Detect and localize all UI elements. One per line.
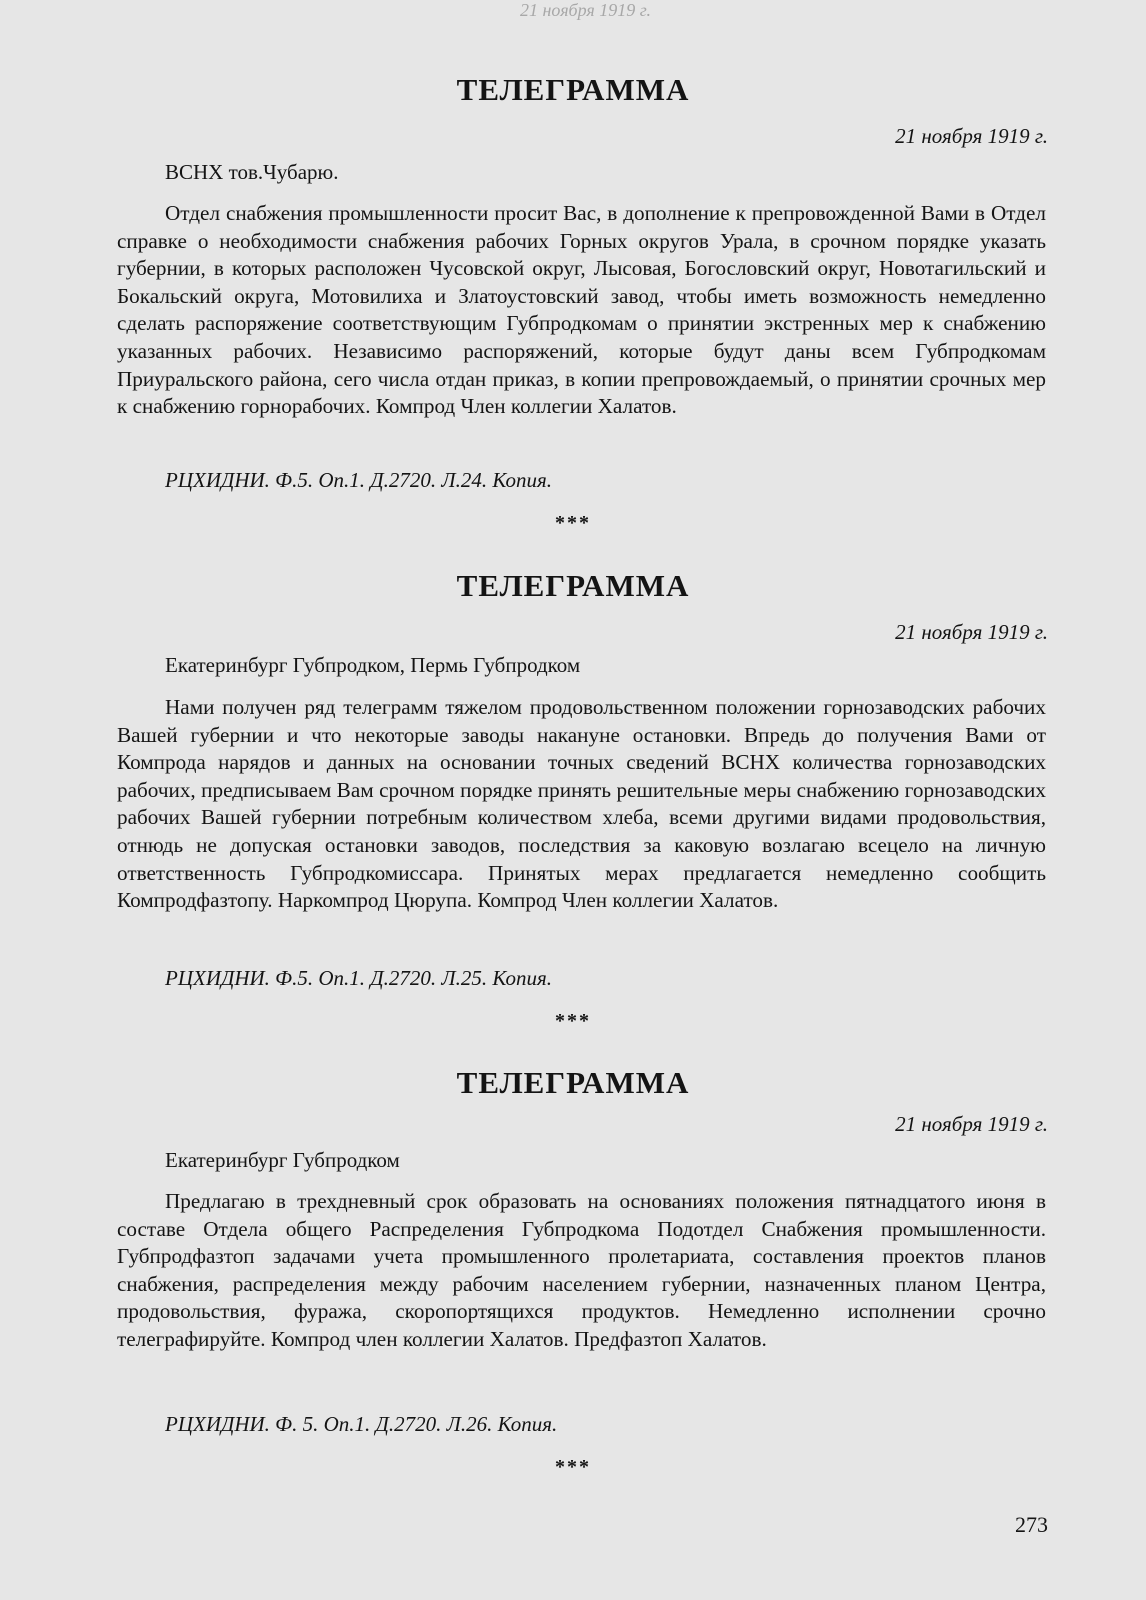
telegram-3-separator: *** [555,1456,591,1478]
telegram-2-source: РЦХИДНИ. Ф.5. Оп.1. Д.2720. Л.25. Копия. [165,966,552,990]
bleed-through-header: 21 ноября 1919 г. [520,0,652,20]
telegram-1-source: РЦХИДНИ. Ф.5. Оп.1. Д.2720. Л.24. Копия. [165,468,552,492]
telegram-1-title: ТЕЛЕГРАММА [456,72,690,107]
telegram-3-source: РЦХИДНИ. Ф. 5. Оп.1. Д.2720. Л.26. Копия. [165,1412,558,1436]
telegram-2-body: Нами получен ряд телеграмм тяжелом продовольственном положении горнозаводских рабочих Вашей губернии и что некоторые заводы накануне остановки. Впредь до получения Вами от Компрода нарядов и данных на основании точных сведений ВСНХ количества горнозаводских рабочих, предписываем Вам срочном порядке принять решительные меры снабжению горнозаводских рабочих Вашей губернии потребным количеством хлеба, всеми другими видами продовольствия, отнюдь не допуская остановки заводов, последствия за каковую возлагаю всецело на личную ответственность Губпродкомиссара. Принятых мерах предлагается немедленно сообщить Компродфазтопу. Наркомпрод Цюрупа. Компрод Член коллегии Халатов. [117,695,1046,913]
telegram-1-date: 21 ноября 1919 г. [895,124,1048,148]
page-number: 273 [1015,1512,1048,1537]
telegram-3-addressee: Екатеринбург Губпродком [165,1148,400,1172]
telegram-1-body: Отдел снабжения промышленности просит Вас, в дополнение к препровожденной Вами в Отдел справке о необходимости снабжения рабочих Горных округов Урала, в срочном порядке указать губернии, в которых расположен Чусовской округ, Лысовая, Богословский округ, Новотагильский и Бокальский округа, Мотовилиха и Златоустовский завод, чтобы иметь возможность немедленно сделать распоряжение соответствующим Губпродкомам о принятии экстренных мер к снабжению указанных рабочих. Независимо распоряжений, которые будут даны всем Губпродкомам Приуральского района, сего числа отдан приказ, в копии препровождаемый, о принятии срочных мер к снабжению горнорабочих. Компрод Член коллегии Халатов. [117,201,1046,419]
telegram-3-title: ТЕЛЕГРАММА [456,1065,690,1100]
telegram-2-title: ТЕЛЕГРАММА [456,568,690,603]
telegram-3-body: Предлагаю в трехдневный срок образовать на основаниях положения пятнадцатого июня в составе Отдела общего Распределения Губпродкома Подотдел Снабжения промышленности. Губпродфазтоп задачами учета промышленного пролетариата, составления проектов планов снабжения, распределения между рабочим населением губернии, назначенных планом Центра, продовольствия, фуража, скоропортящихся продуктов. Немедленно исполнении срочно телеграфируйте. Компрод член коллегии Халатов. Предфазтоп Халатов. [117,1189,1046,1351]
telegram-2-separator: *** [555,1010,591,1032]
telegram-2-addressee: Екатеринбург Губпродком, Пермь Губпродком [165,653,581,677]
telegram-2-date: 21 ноября 1919 г. [895,620,1048,644]
telegram-1-separator: *** [555,512,591,534]
telegram-3-date: 21 ноября 1919 г. [895,1112,1048,1136]
telegram-1-addressee: ВСНХ тов.Чубарю. [165,160,339,184]
